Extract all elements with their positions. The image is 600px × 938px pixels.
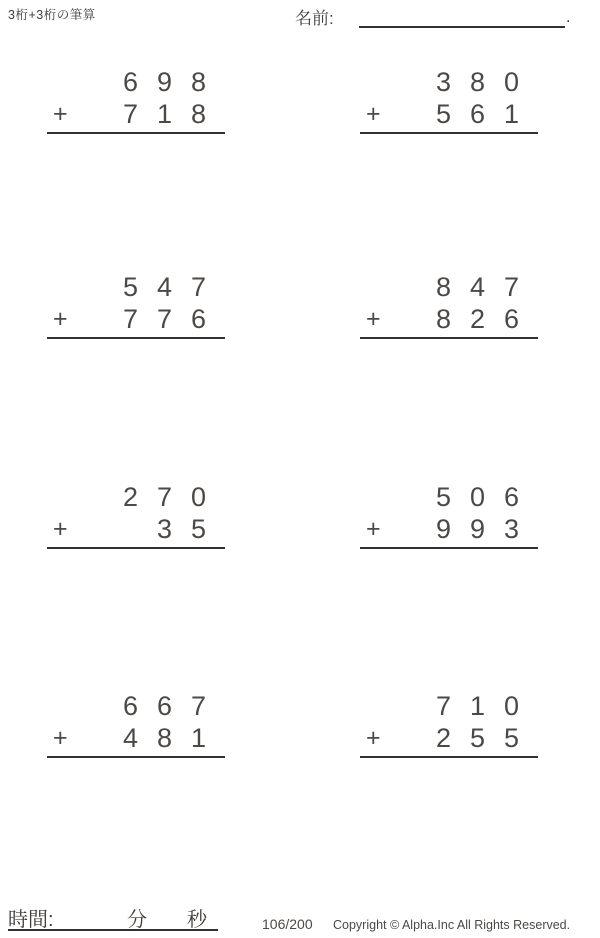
plus-operator: + bbox=[53, 724, 68, 752]
plus-operator: + bbox=[366, 100, 381, 128]
addend-1: 547 bbox=[122, 272, 225, 302]
addend-2: 255 bbox=[435, 723, 538, 753]
addend-1: 698 bbox=[122, 67, 225, 97]
addition-problem-6 bbox=[360, 475, 538, 549]
plus-operator: + bbox=[53, 305, 68, 333]
addition-problem-2 bbox=[360, 60, 538, 134]
addend-2: 776 bbox=[122, 304, 225, 334]
addend-2: 35 bbox=[156, 514, 225, 544]
addition-problem-7 bbox=[47, 684, 225, 758]
addend-1: 270 bbox=[122, 482, 225, 512]
plus-operator: + bbox=[366, 515, 381, 543]
page-number: 106/200 bbox=[262, 916, 313, 932]
name-fill-in-line bbox=[359, 26, 565, 28]
addend-2: 718 bbox=[122, 99, 225, 129]
addend-1: 506 bbox=[435, 482, 538, 512]
minutes-label: 分 bbox=[127, 909, 147, 931]
worksheet-title: 3桁+3桁の筆算 bbox=[8, 8, 96, 22]
addend-1: 847 bbox=[435, 272, 538, 302]
seconds-label: 秒 bbox=[187, 909, 207, 931]
addend-2: 826 bbox=[435, 304, 538, 334]
addend-1: 667 bbox=[122, 691, 225, 721]
addend-2: 561 bbox=[435, 99, 538, 129]
addition-problem-1 bbox=[47, 60, 225, 134]
addend-1: 380 bbox=[435, 67, 538, 97]
plus-operator: + bbox=[53, 515, 68, 543]
plus-operator: + bbox=[366, 724, 381, 752]
addition-problem-5 bbox=[47, 475, 225, 549]
plus-operator: + bbox=[53, 100, 68, 128]
addend-2: 993 bbox=[435, 514, 538, 544]
name-label: 名前: bbox=[295, 9, 334, 28]
time-label: 時間: bbox=[8, 909, 54, 931]
addition-problem-3 bbox=[47, 265, 225, 339]
copyright-notice: Copyright © Alpha.Inc All Rights Reserved. bbox=[333, 918, 571, 932]
plus-operator: + bbox=[366, 305, 381, 333]
addition-problem-4 bbox=[360, 265, 538, 339]
addend-2: 481 bbox=[122, 723, 225, 753]
addition-problem-8 bbox=[360, 684, 538, 758]
addend-1: 710 bbox=[435, 691, 538, 721]
time-fill-in-area bbox=[8, 902, 218, 931]
name-line-period: . bbox=[566, 9, 571, 26]
